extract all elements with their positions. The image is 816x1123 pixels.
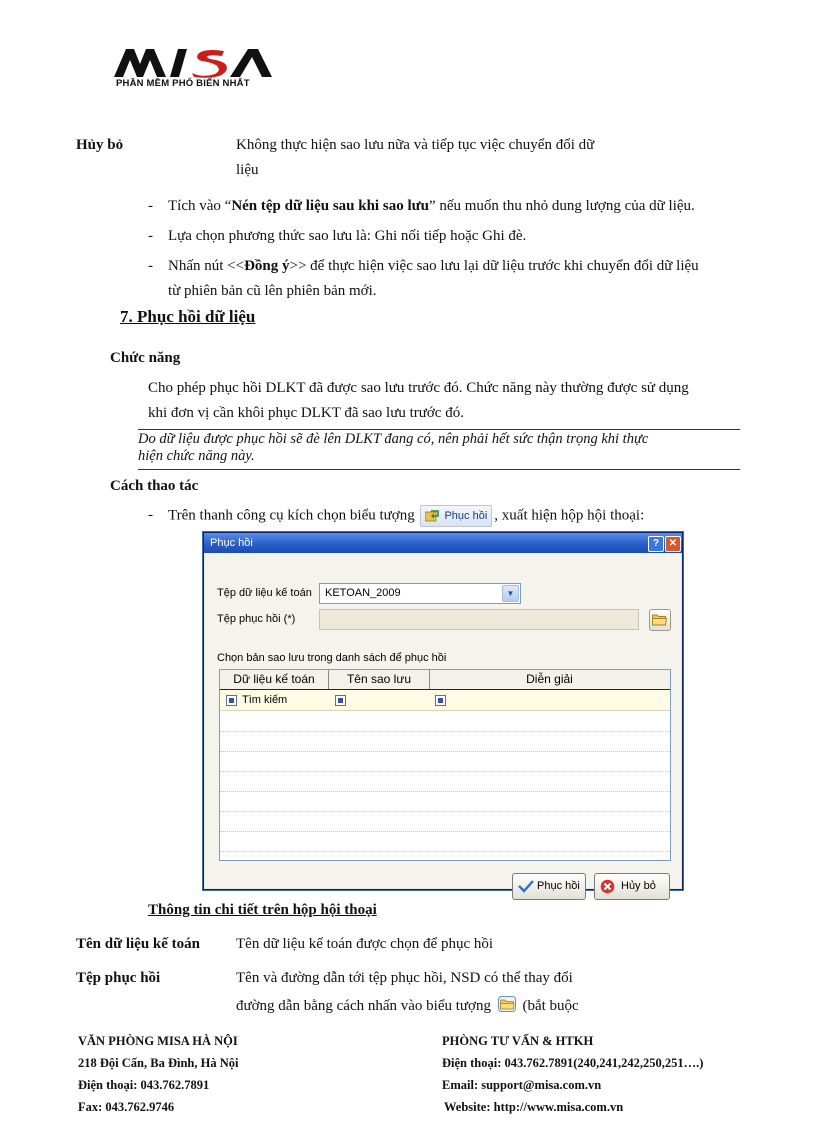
dialog-body xyxy=(205,553,681,892)
desc-restore-file-line1: Tên và đường dẫn tới tệp phục hồi, NSD có thể thay đổi xyxy=(236,970,573,986)
subheading-chuc-nang: Chức năng xyxy=(110,350,181,366)
footer-office-fax: Fax: 043.762.9746 xyxy=(78,1100,175,1114)
section-heading: 7. Phục hồi dữ liệu xyxy=(120,307,256,326)
footer-support-name: PHÒNG TƯ VẤN & HTKH xyxy=(442,1034,594,1048)
column-header-backup-name[interactable]: Tên sao lưu xyxy=(329,670,430,689)
desc-huy-bo-line1: Không thực hiện sao lưu nữa và tiếp tục việc chuyển đổi dữ xyxy=(236,137,595,153)
desc-accounting-name: Tên dữ liệu kế toán được chọn để phục hồi xyxy=(236,936,494,952)
column-header-description[interactable]: Diễn giải xyxy=(526,672,573,686)
help-button[interactable]: ? xyxy=(648,536,664,552)
misa-logo xyxy=(112,44,292,94)
para-line1: Cho phép phục hồi DLKT đã được sao lưu trước đó. Chức năng này thường được sử dụng xyxy=(148,380,689,396)
table-row[interactable] xyxy=(220,831,670,852)
dialog-titlebar[interactable] xyxy=(204,533,682,553)
bullet-agree-line2: từ phiên bản cũ lên phiên bản mới. xyxy=(168,283,377,299)
footer-office-name: VĂN PHÒNG MISA HÀ NỘI xyxy=(78,1034,238,1048)
restore-dialog xyxy=(203,532,683,890)
restore-file-path-input[interactable] xyxy=(319,609,639,630)
footer-office-address: 218 Đội Cấn, Ba Đình, Hà Nội xyxy=(78,1056,239,1070)
footer-support-phone: Điện thoại: 043.762.7891(240,241,242,250,251….) xyxy=(442,1056,704,1070)
filter-text[interactable]: Tìm kiếm xyxy=(242,694,288,706)
combo-value: KETOAN_2009 xyxy=(325,587,401,599)
bullet-dash: - xyxy=(148,258,153,274)
cancel-icon xyxy=(600,879,615,894)
cancel-button[interactable]: Hủy bỏ xyxy=(594,873,670,900)
folder-icon xyxy=(498,996,516,1012)
table-row[interactable] xyxy=(220,751,670,772)
filter-icon[interactable] xyxy=(226,695,237,706)
logo-tagline: PHẦN MỀM PHỔ BIẾN NHẤT xyxy=(116,78,250,89)
dialog-title: Phục hồi xyxy=(210,537,253,549)
bullet-method: Lựa chọn phương thức sao lưu là: Ghi nối tiếp hoặc Ghi đè. xyxy=(168,228,527,244)
footer-support-website: Website: http://www.misa.com.vn xyxy=(444,1100,624,1114)
browse-folder-button[interactable] xyxy=(649,609,671,631)
bullet-agree: Nhấn nút <<Đồng ý>> để thực hiện việc sao lưu lại dữ liệu trước khi chuyển đổi dữ liệu xyxy=(168,258,699,274)
bullet-dash: - xyxy=(148,198,153,214)
table-row[interactable] xyxy=(220,791,670,812)
backup-list-grid xyxy=(219,669,671,861)
subheading-cach-thao-tac: Cách thao tác xyxy=(110,478,199,494)
label-restore-file: Tệp phục hồi (*) xyxy=(217,613,296,625)
bullet-compress: Tích vào “Nén tệp dữ liệu sau khi sao lưu” nếu muốn thu nhỏ dung lượng của dữ liệu. xyxy=(168,198,695,214)
footer-office-phone: Điện thoại: 043.762.7891 xyxy=(78,1078,210,1092)
table-row[interactable] xyxy=(220,711,670,732)
step-instruction: Trên thanh công cụ kích chọn biểu tượng Phục hồi , xuất hiện hộp hội thoại: xyxy=(168,505,644,527)
label-accounting-file: Tệp dữ liệu kế toán xyxy=(217,587,312,599)
footer-support-email: Email: support@misa.com.vn xyxy=(442,1078,602,1092)
note-line2: hiện chức năng này. xyxy=(138,448,255,464)
chevron-down-icon[interactable]: ▼ xyxy=(502,585,519,602)
folder-icon xyxy=(652,613,667,626)
filter-row xyxy=(220,690,670,711)
restore-button[interactable]: Phục hồi xyxy=(512,873,586,900)
checkmark-icon xyxy=(518,879,534,893)
term-restore-file: Tệp phục hồi xyxy=(76,970,161,986)
restore-icon xyxy=(425,510,439,522)
table-row[interactable] xyxy=(220,731,670,752)
warning-note xyxy=(138,429,740,470)
bullet-dash: - xyxy=(148,228,153,244)
para-line2: khi đơn vị cần khôi phục DLKT đã sao lưu trước đó. xyxy=(148,405,464,421)
desc-restore-file-line2: đường dẫn bằng cách nhấn vào biểu tượng (bắt buộc xyxy=(236,998,579,1014)
close-button[interactable]: ✕ xyxy=(665,536,681,552)
table-row[interactable] xyxy=(220,771,670,792)
note-line1: Do dữ liệu được phục hồi sẽ đè lên DLKT đang có, nên phải hết sức thận trọng khi thực xyxy=(138,431,649,447)
term-accounting-name: Tên dữ liệu kế toán xyxy=(76,936,201,952)
desc-huy-bo-line2: liệu xyxy=(236,162,259,178)
backup-list-caption: Chọn bản sao lưu trong danh sách để phục hồi xyxy=(217,652,447,664)
filter-icon[interactable] xyxy=(435,695,446,706)
details-heading: Thông tin chi tiết trên hộp hội thoại xyxy=(148,902,377,918)
toolbar-restore-button[interactable]: Phục hồi xyxy=(420,505,492,527)
accounting-file-select[interactable] xyxy=(319,583,521,604)
bullet-dash: - xyxy=(148,507,153,523)
term-huy-bo: Hủy bỏ xyxy=(76,137,124,153)
misa-logo-mark xyxy=(112,44,282,80)
table-row[interactable] xyxy=(220,811,670,832)
filter-icon[interactable] xyxy=(335,695,346,706)
grid-header xyxy=(220,670,670,690)
column-header-accounting-data[interactable]: Dữ liệu kế toán xyxy=(220,670,329,689)
